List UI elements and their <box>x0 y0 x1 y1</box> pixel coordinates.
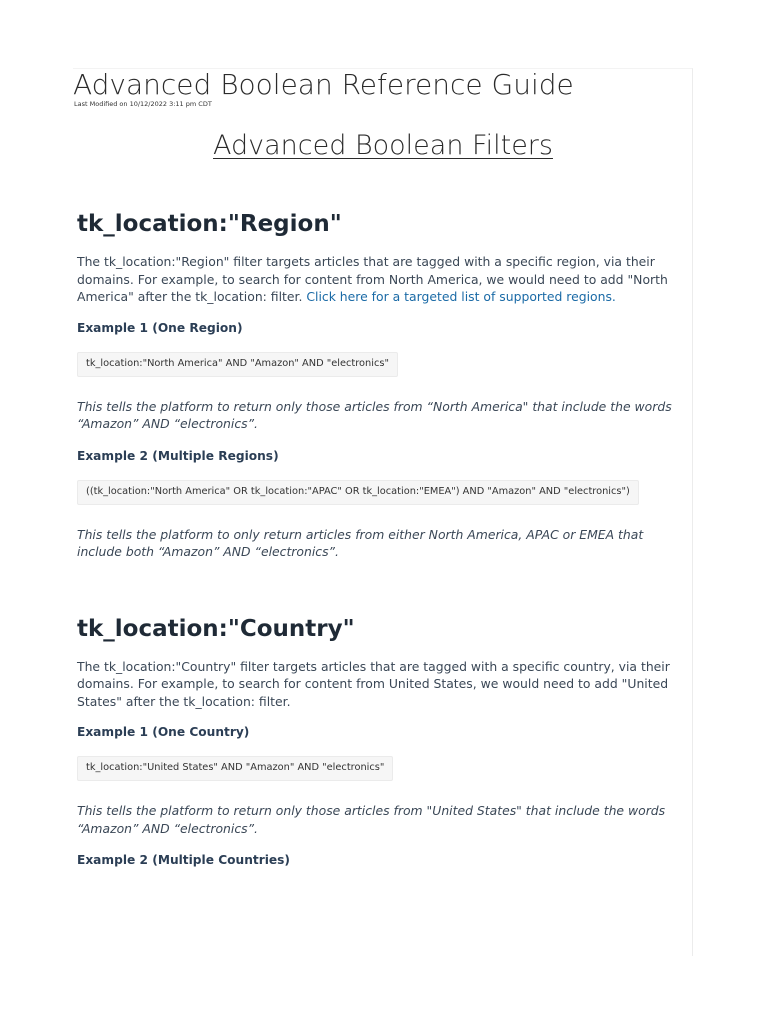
region-description-text: The tk_location:"Region" filter targets articles that are tagged with a specific region, via their domains. For example, to search for content from North America, we would need to add "North America" after the tk_location: filter. <box>77 254 668 304</box>
region-description <box>77 253 677 306</box>
country-description: The tk_location:"Country" filter targets articles that are tagged with a specific country, via their domains. For example, to search for content from United States, we would need to add "United States" after the tk_location: filter. <box>77 658 670 709</box>
region-example2-label: Example 2 (Multiple Regions) <box>77 448 279 463</box>
page-title: Advanced Boolean Reference Guide <box>73 68 574 101</box>
region-example1-explanation: This tells the platform to return only those articles from “North America" that include the words “Amazon” AND “electronics”. <box>77 398 672 431</box>
region-example1-code: tk_location:"North America" AND "Amazon" AND "electronics" <box>77 352 398 377</box>
article-page <box>73 68 693 956</box>
last-modified-text: Last Modified on 10/12/2022 3:11 pm CDT <box>74 100 212 108</box>
region-heading: tk_location:"Region" <box>77 211 342 237</box>
country-example2-label: Example 2 (Multiple Countries) <box>77 853 290 867</box>
country-example1-label: Example 1 (One Country) <box>77 725 250 739</box>
country-example1-explanation: This tells the platform to return only those articles from "United States" that include the words “Amazon” AND “electronics”. <box>77 803 666 836</box>
region-example2-code: ((tk_location:"North America" OR tk_location:"APAC" OR tk_location:"EMEA") AND "Amazon" AND "electronics") <box>77 480 639 505</box>
section-spacer <box>77 576 677 614</box>
region-example1-label: Example 1 (One Region) <box>77 320 243 335</box>
article-content <box>77 209 677 883</box>
supported-regions-link[interactable]: Click here for a targeted list of supported regions. <box>306 289 616 304</box>
country-heading: tk_location:"Country" <box>77 615 355 642</box>
region-example2-explanation: This tells the platform to only return articles from either North America, APAC or EMEA that include both “Amazon” AND “electronics”. <box>77 526 644 559</box>
country-example1-code: tk_location:"United States" AND "Amazon" AND "electronics" <box>77 756 393 781</box>
section-title: Advanced Boolean Filters <box>213 130 553 161</box>
